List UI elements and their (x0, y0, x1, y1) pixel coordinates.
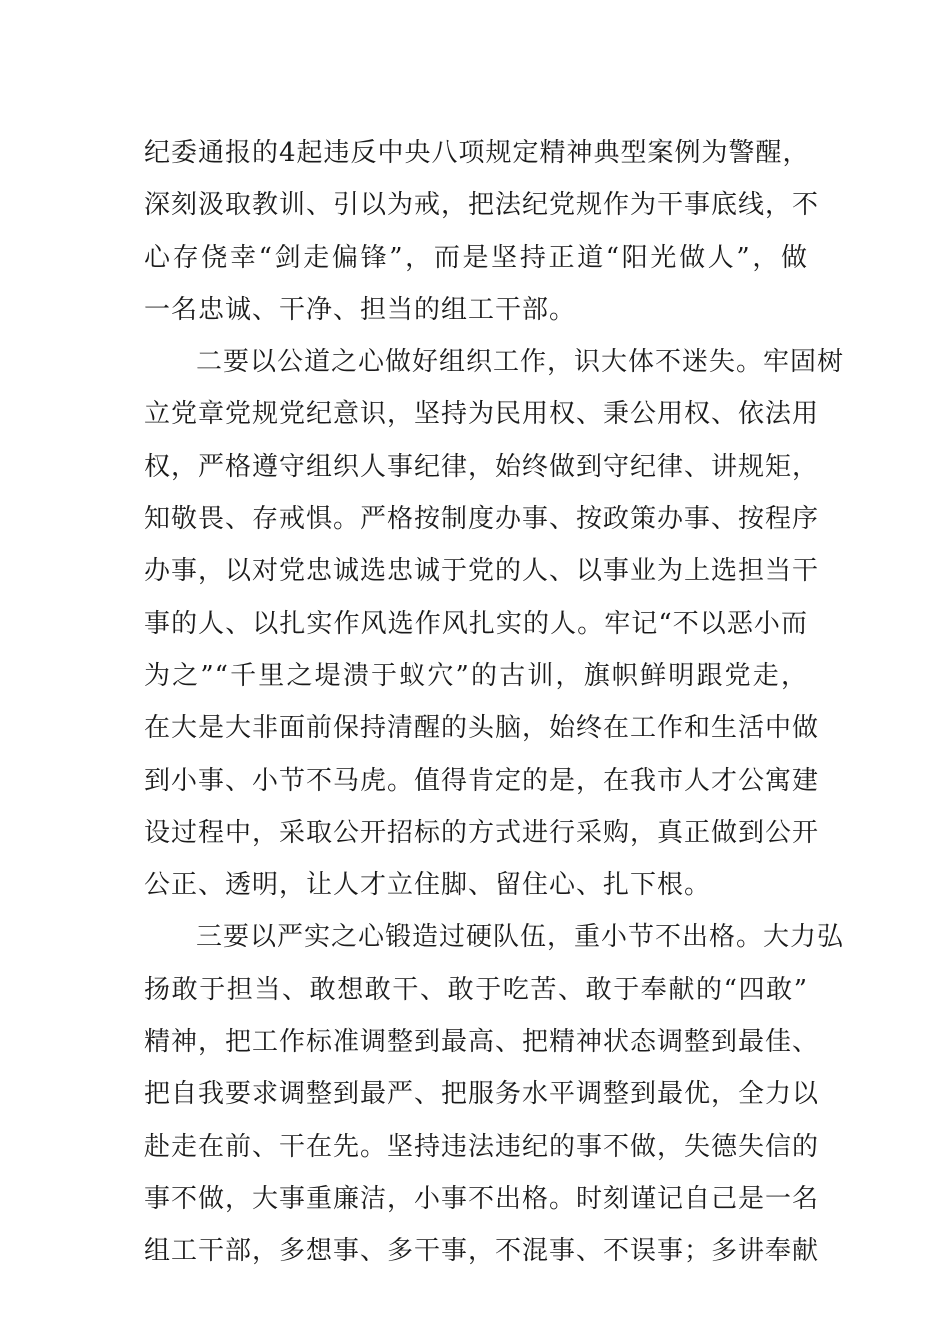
text-line: 组工干部，多想事、多干事，不混事、不误事；多讲奉献 (144, 1236, 820, 1267)
text-line: 心存侥幸“剑走偏锋”，而是坚持正道“阳光做人”，做 (144, 242, 808, 273)
text-line: 事的人、以扎实作风选作风扎实的人。牢记“不以恶小而 (144, 608, 808, 639)
text-line: 知敬畏、存戒惧。严格按制度办事、按政策办事、按程序 (144, 504, 820, 535)
text-line: 在大是大非面前保持清醒的头脑，始终在工作和生活中做 (144, 713, 820, 744)
text-line: 赴走在前、干在先。坚持违法违纪的事不做，失德失信的 (144, 1131, 820, 1162)
paragraph-start-line: 二要以公道之心做好组织工作，识大体不迷失。牢固树 (196, 347, 845, 378)
text-line: 把自我要求调整到最严、把服务水平调整到最优，全力以 (144, 1079, 820, 1110)
text-line: 到小事、小节不马虎。值得肯定的是，在我市人才公寓建 (144, 765, 820, 796)
text-line: 为之”“千里之堤溃于蚁穴”的古训，旗帜鲜明跟党走， (144, 660, 808, 691)
paragraph-start-line: 三要以严实之心锻造过硬队伍，重小节不出格。大力弘 (196, 922, 845, 953)
text-line: 立党章党规党纪意识，坚持为民用权、秉公用权、依法用 (144, 399, 820, 430)
text-line: 事不做，大事重廉洁，小事不出格。时刻谨记自己是一名 (144, 1183, 820, 1214)
text-line: 一名忠诚、干净、担当的组工干部。 (144, 294, 577, 325)
text-line: 设过程中，采取公开招标的方式进行采购，真正做到公开 (144, 817, 820, 848)
text-line: 权，严格遵守组织人事纪律，始终做到守纪律、讲规矩， (144, 451, 820, 482)
text-line: 精神，把工作标准调整到最高、把精神状态调整到最佳、 (144, 1027, 820, 1058)
text-line: 深刻汲取教训、引以为戒，把法纪党规作为干事底线，不 (144, 190, 820, 221)
text-line: 扬敢于担当、敢想敢干、敢于吃苦、敢于奉献的“四敢” (144, 974, 808, 1005)
text-line: 办事，以对党忠诚选忠诚于党的人、以事业为上选担当干 (144, 556, 820, 587)
text-line: 纪委通报的4起违反中央八项规定精神典型案例为警醒， (144, 138, 810, 168)
text-line: 公正、透明，让人才立住脚、留住心、扎下根。 (144, 870, 712, 901)
body-text (144, 127, 845, 1278)
